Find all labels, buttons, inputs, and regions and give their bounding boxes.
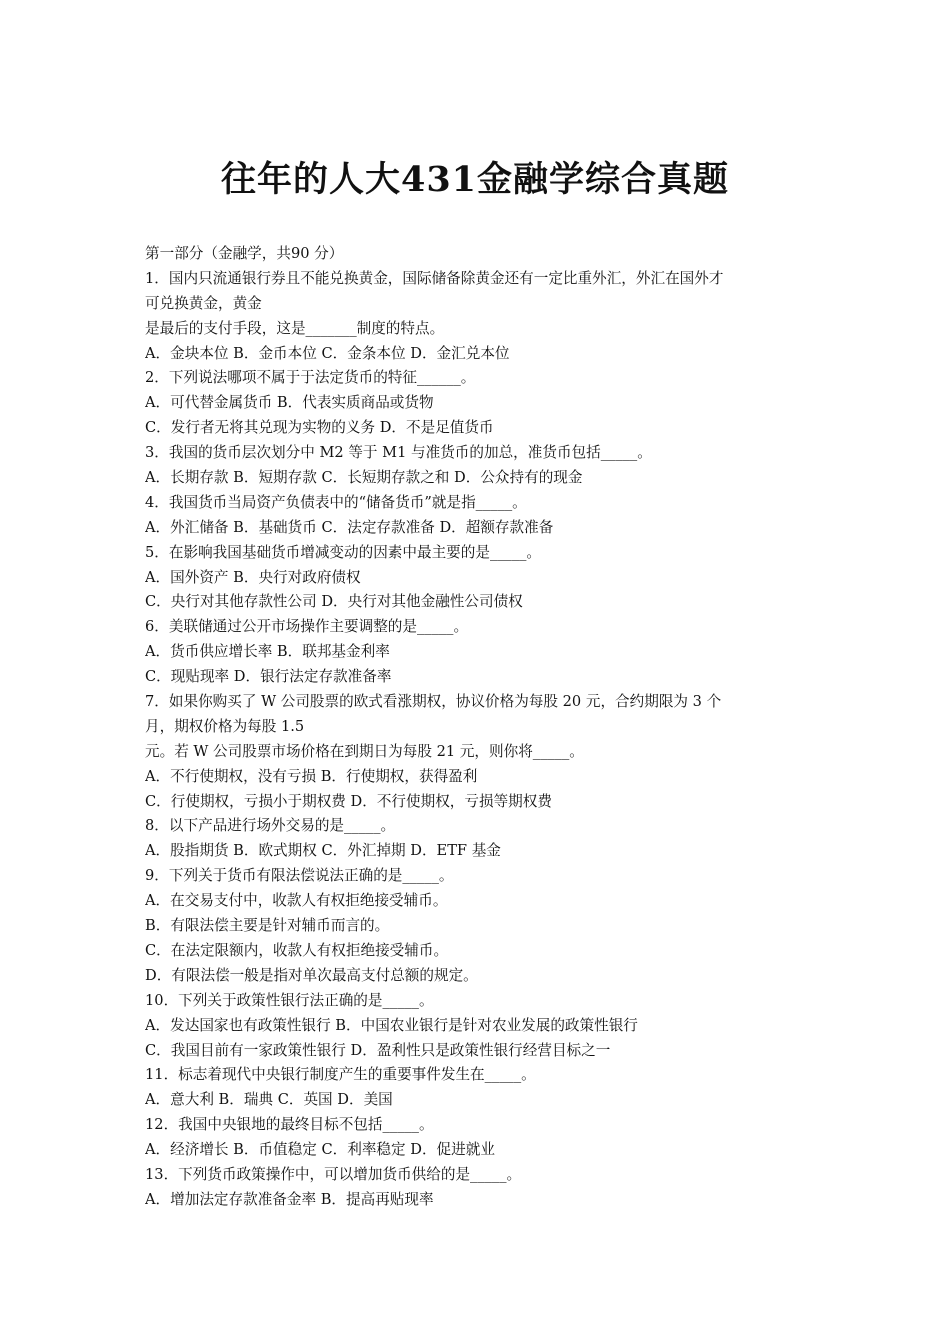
question-6-options: A．货币供应增长率 B．联邦基金利率 bbox=[145, 643, 390, 661]
question-12-text: 12．我国中央银地的最终目标不包括_____。 bbox=[145, 1116, 434, 1134]
question-11-text: 11．标志着现代中央银行制度产生的重要事件发生在_____。 bbox=[145, 1066, 536, 1084]
question-2-options: C．发行者无将其兑现为实物的义务 D．不是足值货币 bbox=[145, 419, 494, 437]
question-2-options: A．可代替金属货币 B．代表实质商品或货物 bbox=[145, 394, 434, 412]
question-5-options: A．国外资产 B．央行对政府债权 bbox=[145, 568, 361, 586]
question-1-options: A．金块本位 B．金币本位 C．金条本位 D．金汇兑本位 bbox=[145, 344, 510, 362]
question-10-text: 10．下列关于政策性银行法正确的是_____。 bbox=[145, 991, 434, 1009]
question-7-text-cont: 月，期权价格为每股 1.5 bbox=[145, 717, 305, 735]
document-body bbox=[145, 242, 815, 1213]
question-4-text: 4．我国货币当局资产负债表中的“储备货币”就是指_____。 bbox=[145, 493, 527, 511]
question-9-option-d: D．有限法偿一般是指对单次最高支付总额的规定。 bbox=[145, 966, 478, 984]
question-2-text: 2．下列说法哪项不属于于法定货币的特征______。 bbox=[145, 369, 476, 387]
question-6-options: C．现贴现率 D．银行法定存款准备率 bbox=[145, 668, 392, 686]
question-9-option-c: C．在法定限额内，收款人有权拒绝接受辅币。 bbox=[145, 941, 449, 959]
question-13-options: A．增加法定存款准备金率 B．提高再贴现率 bbox=[145, 1190, 434, 1208]
question-9-option-a: A．在交易支付中，收款人有权拒绝接受辅币。 bbox=[145, 892, 448, 910]
question-13-text: 13．下列货币政策操作中，可以增加货币供给的是_____。 bbox=[145, 1165, 522, 1183]
question-4-options: A．外汇储备 B．基础货币 C．法定存款准备 D．超额存款准备 bbox=[145, 518, 554, 536]
question-1-text-cont: 是最后的支付手段，这是_______制度的特点。 bbox=[145, 319, 445, 337]
question-9-text: 9．下列关于货币有限法偿说法正确的是_____。 bbox=[145, 867, 454, 885]
question-3-options: A．长期存款 B．短期存款 C．长短期存款之和 D．公众持有的现金 bbox=[145, 469, 583, 487]
question-9-option-b: B．有限法偿主要是针对辅币而言的。 bbox=[145, 917, 390, 935]
question-8-options: A．股指期货 B．欧式期权 C．外汇掉期 D．ETF 基金 bbox=[145, 842, 501, 860]
document-title: 往年的人大431金融学综合真题 bbox=[220, 159, 730, 200]
question-5-text: 5．在影响我国基础货币增减变动的因素中最主要的是_____。 bbox=[145, 543, 542, 561]
question-12-options: A．经济增长 B．币值稳定 C．利率稳定 D．促进就业 bbox=[145, 1141, 495, 1159]
question-8-text: 8．以下产品进行场外交易的是_____。 bbox=[145, 817, 396, 835]
question-1-text-cont: 可兑换黄金，黄金 bbox=[145, 294, 262, 312]
question-7-options: A．不行使期权，没有亏损 B．行使期权，获得盈利 bbox=[145, 767, 478, 785]
question-10-options: C．我国目前有一家政策性银行 D．盈利性只是政策性银行经营目标之一 bbox=[145, 1041, 611, 1059]
question-6-text: 6．美联储通过公开市场操作主要调整的是_____。 bbox=[145, 618, 469, 636]
question-3-text: 3．我国的货币层次划分中 M2 等于 M1 与准货币的加总，准货币包括_____。 bbox=[145, 444, 652, 462]
question-7-text-cont: 元。若 W 公司股票市场价格在到期日为每股 21 元，则你将_____。 bbox=[145, 742, 584, 760]
section-heading: 第一部分（金融学，共90 分） bbox=[145, 245, 344, 262]
question-5-options: C．央行对其他存款性公司 D．央行对其他金融性公司债权 bbox=[145, 593, 523, 611]
question-11-options: A．意大利 B．瑞典 C．英国 D．美国 bbox=[145, 1091, 393, 1109]
question-7-text: 7．如果你购买了 W 公司股票的欧式看涨期权，协议价格为每股 20 元，合约期限为 3 个 bbox=[145, 693, 722, 711]
question-10-options: A．发达国家也有政策性银行 B．中国农业银行是针对农业发展的政策性银行 bbox=[145, 1016, 638, 1034]
question-1-text: 1．国内只流通银行券且不能兑换黄金，国际储备除黄金还有一定比重外汇，外汇在国外才 bbox=[145, 269, 724, 287]
question-7-options: C．行使期权，亏损小于期权费 D．不行使期权，亏损等期权费 bbox=[145, 792, 552, 810]
